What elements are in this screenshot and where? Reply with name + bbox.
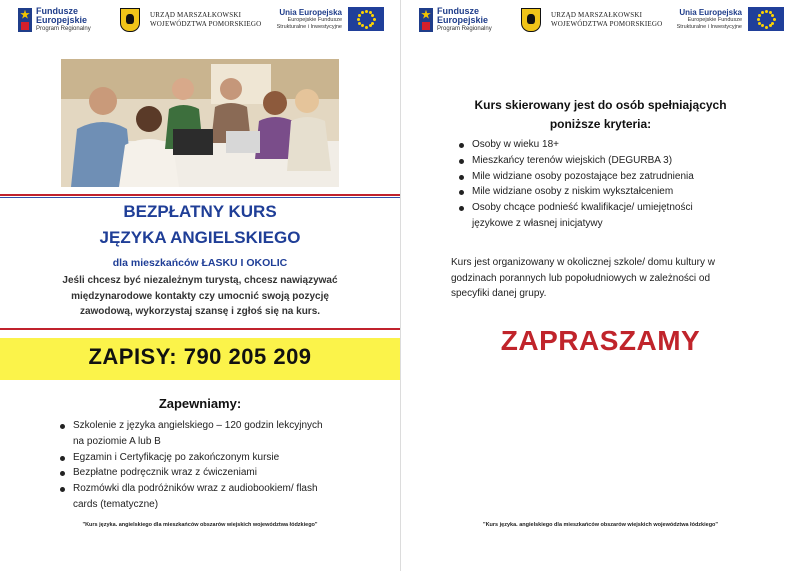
logo-bar [401,0,800,44]
ue-logo-line2: Europejskie Fundusze [287,16,342,23]
list-item: Egzamin i Certyfikację po zakończonym kursie [60,450,360,466]
fe-star-icon [18,8,32,32]
um-logo-line1: URZĄD MARSZAŁKOWSKI [551,11,643,20]
ue-logo-line3: Strukturalne i Inwestycyjne [276,23,342,30]
provide-list [60,418,360,513]
list-item: Rozmówki dla podróżników wraz z audiobookiem/ flash cards (tematyczne) [60,481,360,513]
invite-heading: ZAPRASZAMY [500,325,701,356]
fe-logo-line3: Program Regionalny [437,25,492,32]
fundusze-europejskie-logo [18,7,91,32]
divider-red-top [0,194,400,196]
flyer-back-page [401,0,800,571]
list-item: Osoby chcące podnieść kwalifikacje/ umiejętności językowe z własnej inicjatywy [459,200,759,232]
title-line1: BEZPŁATNY KURS [123,202,277,221]
fe-logo-line1: Fundusze [36,6,78,16]
divider-blue-top [0,197,400,198]
ue-logo-line1: Unia Europejska [679,7,742,17]
fundusze-europejskie-logo [419,7,492,32]
intro-line3: zawodową, wykorzystaj szansę i zgłoś się na kurs. [79,306,321,317]
students-photo [61,59,339,187]
um-logo-line1: URZĄD MARSZAŁKOWSKI [150,11,242,20]
list-item: Bezpłatne podręcznik wraz z ćwiczeniami [60,465,360,481]
eu-flag-icon [348,7,384,31]
fe-star-icon [419,8,433,32]
fe-logo-line2: Europejskie [36,15,88,26]
logo-bar [0,0,400,44]
footnote-left: "Kurs języka. angielskiego dla mieszkańców obszarów wiejskich województwa łódzkiego" [82,522,318,528]
urzad-marszalkowski-logo [521,8,662,32]
list-item: Mile widziane osoby z niskim wykształceniem [459,184,759,200]
eu-flag-icon [748,7,784,31]
subtitle: dla mieszkańców ŁASKU I OKOLIC [112,257,288,269]
list-item: Mieszkańcy terenów wiejskich (DEGURBA 3) [459,153,759,169]
intro-line2: międzynarodowe kontakty czy umocnić swoją pozycję [71,290,329,302]
fe-logo-line1: Fundusze [437,6,479,16]
um-logo-line2: WOJEWÓDZTWA POMORSKIEGO [150,20,262,28]
title-line2: JĘZYKA ANGIELSKIEGO [99,228,301,247]
ue-logo-line1: Unia Europejska [279,7,342,17]
list-item: Osoby w wieku 18+ [459,137,759,153]
list-item: Mile widziane osoby pozostające bez zatrudnienia [459,169,759,185]
urzad-marszalkowski-logo [120,8,261,32]
para-line1: Kurs jest organizowany w okolicznej szkole/ domu kultury w [451,257,715,268]
ue-logo-line2: Europejskie Fundusze [687,16,742,23]
intro-text [40,273,360,320]
unia-europejska-logo [277,7,384,31]
pomorskie-crest-icon [521,8,541,32]
criteria-list [459,137,759,232]
list-item: Szkolenie z języka angielskiego – 120 godzin lekcyjnych na poziomie A lub B [60,418,360,450]
fe-logo-line2: Europejskie [437,15,489,26]
pomorskie-crest-icon [120,8,140,32]
fe-logo-line3: Program Regionalny [36,25,91,32]
intro-line1: Jeśli chcesz być niezależnym turystą, chcesz nawiązywać [62,275,338,286]
criteria-heading [401,96,800,133]
signup-phone: ZAPISY: 790 205 209 [88,344,312,369]
criteria-heading-line1: Kurs skierowany jest do osób spełniających [474,98,727,112]
organization-paragraph [451,255,753,302]
um-logo-line2: WOJEWÓDZTWA POMORSKIEGO [551,20,663,28]
unia-europejska-logo [677,7,784,31]
footnote-right: "Kurs języka. angielskiego dla mieszkańców obszarów wiejskich województwa łódzkiego" [482,522,719,528]
divider-red-middle [0,328,400,330]
provide-heading: Zapewniamy: [158,396,242,411]
para-line2: godzinach porannych lub popołudniowych w zależności od [451,272,711,284]
criteria-heading-line2: poniższe kryteria: [549,116,652,131]
para-line3: specyfiki danej grupy. [451,288,547,299]
ue-logo-line3: Strukturalne i Inwestycyjne [676,23,742,30]
